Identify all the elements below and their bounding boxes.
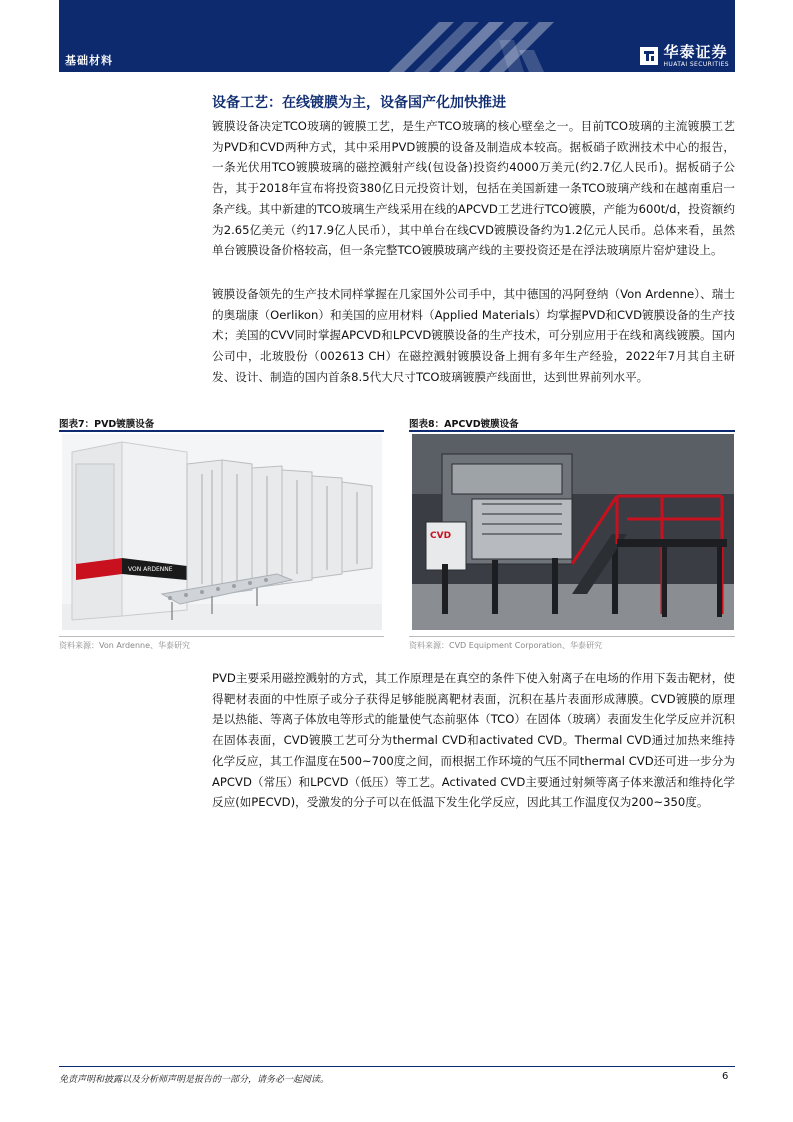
- footer-disclaimer: 免责声明和披露以及分析师声明是报告的一部分，请务必一起阅读。: [59, 1075, 330, 1085]
- machine-brand-label: VON ARDENNE: [128, 566, 173, 573]
- figure-8-rule: [409, 430, 735, 432]
- section-heading: 设备工艺：在线镀膜为主，设备国产化加快推进: [212, 95, 506, 111]
- figure-7-source: 资料来源：Von Ardenne、华泰研究: [59, 641, 191, 650]
- figure-8-source-rule: [409, 636, 735, 637]
- figure-7-rule: [59, 430, 384, 432]
- figure-8-source: 资料来源：CVD Equipment Corporation、华泰研究: [409, 641, 602, 650]
- section-label: 基础材料: [65, 54, 113, 67]
- figure-7-source-rule: [59, 636, 384, 637]
- figure-8-image: [412, 434, 734, 630]
- figure-7-image: [62, 434, 382, 630]
- figure-7-title: 图表7：PVD镀膜设备: [59, 419, 155, 430]
- cvd-brand-label: CVD: [430, 531, 452, 541]
- header-banner: [59, 0, 735, 72]
- logo-icon: [640, 47, 658, 65]
- banner-decoration: [59, 0, 735, 72]
- page-number: 6: [722, 1071, 729, 1082]
- paragraph-2: 镀膜设备领先的生产技术同样掌握在几家国外公司手中，其中德国的冯阿登纳（Von Ardenne）、瑞士的奥瑞康（Oerlikon）和美国的应用材料（Applied Materials）均掌握PVD和CVD镀膜设备的生产技术；美国的CVV同时掌握APCVD和LPCVD镀膜设备的生产技术，可分别应用于在线和离线镀膜。国内公司中，北玻股份（002613 CH）在磁控溅射镀膜设备上拥有多年生产经验，2022年7月其自主研发、设计、制造的国内首条8.5代大尺寸TCO玻璃镀膜产线面世，达到世界前列水平。: [212, 287, 735, 384]
- pvd-machine-illustration: [62, 434, 382, 630]
- brand-logo: [640, 44, 729, 68]
- paragraph-3: PVD主要采用磁控溅射的方式，其工作原理是在真空的条件下使入射离子在电场的作用下轰击靶材，使得靶材表面的中性原子或分子获得足够能脱离靶材表面，沉积在基片表面形成薄膜。CVD镀膜的原理是以热能、等离子体放电等形式的能量使气态前驱体（TCO）在固体（玻璃）表面发生化学反应并沉积在固体表面，CVD镀膜工艺可分为thermal CVD和activated CVD。Thermal CVD通过加热来维持化学反应，其工作温度在500~700度之间，而根据工作环境的气压不同thermal CVD还可进一步分为APCVD（常压）和LPCVD（低压）等工艺。Activated CVD主要通过射频等离子体来激活和维持化学反应(如PECVD)，受激发的分子可以在低温下发生化学反应，因此其工作温度仅为200~350度。: [212, 671, 735, 810]
- figure-8-title: 图表8：APCVD镀膜设备: [409, 419, 519, 430]
- paragraph-1: 镀膜设备决定TCO玻璃的镀膜工艺，是生产TCO玻璃的核心壁垒之一。目前TCO玻璃的主流镀膜工艺为PVD和CVD两种方式，其中采用PVD镀膜的设备及制造成本较高。据板硝子欧洲技术中心的报告，一条光伏用TCO镀膜玻璃的磁控溅射产线(包设备)投资约4000万美元(约2.7亿人民币)。据板硝子公告，其于2018年宣布将投资380亿日元投资计划，包括在美国新建一条TCO玻璃产线和在越南重启一条产线。其中新建的TCO玻璃生产线采用在线的APCVD工艺进行TCO镀膜，产能为600t/d，投资额约为2.65亿美元（约17.9亿人民币），其中单台在线CVD镀膜设备约为1.2亿元人民币。总体来看，虽然单台镀膜设备价格较高，但一条完整TCO镀膜玻璃产线的主要投资还是在浮法玻璃原片窑炉建设上。: [212, 119, 735, 258]
- footer-rule: [59, 1066, 735, 1067]
- logo-cn-text: 华泰证券: [663, 42, 728, 61]
- apcvd-machine-illustration: [412, 434, 734, 630]
- logo-en-text: HUATAI SECURITIES: [663, 60, 729, 68]
